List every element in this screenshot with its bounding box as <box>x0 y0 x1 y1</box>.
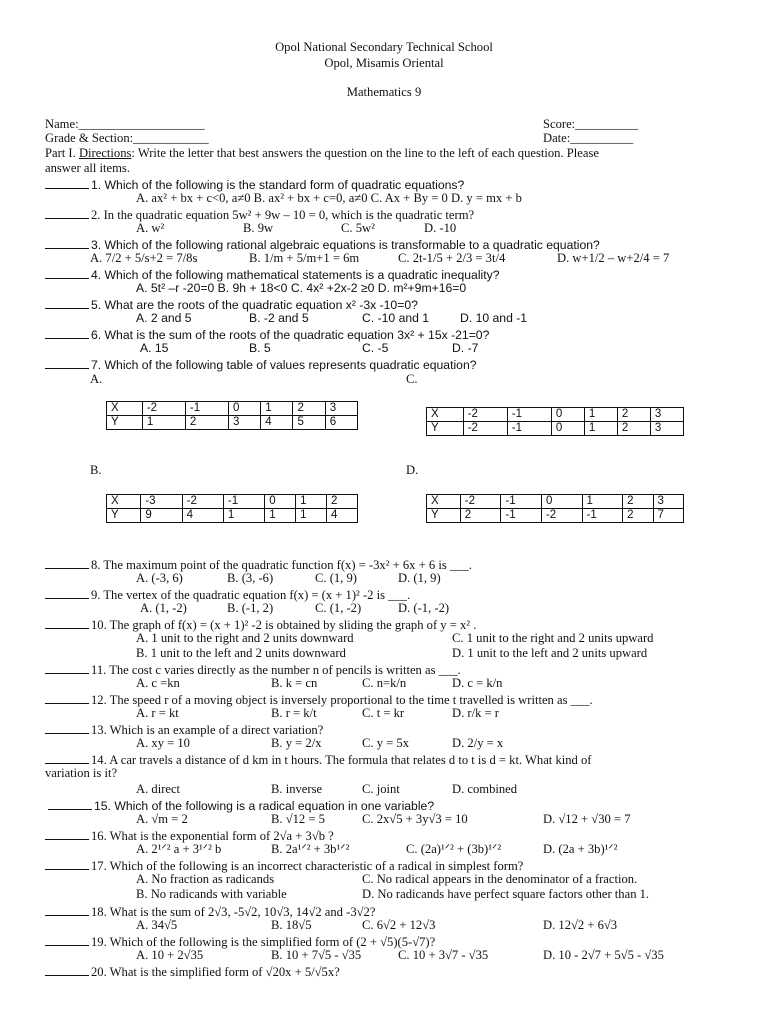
q12-option-c: C. t = kr <box>362 706 405 720</box>
q16-option-d: D. (2a + 3b)¹ᐟ² <box>543 842 618 856</box>
q8-option-b: B. (3, -6) <box>227 571 274 585</box>
table-cell: 1 <box>261 402 293 416</box>
date-field[interactable]: Date:__________ <box>543 131 634 145</box>
answer-blank-5[interactable] <box>45 296 89 309</box>
answer-blank-9[interactable] <box>45 586 89 599</box>
answer-blank-11[interactable] <box>45 661 89 674</box>
answer-blank-7[interactable] <box>45 356 89 369</box>
question-16: 16. What is the exponential form of 2√a + 3√b ? <box>45 827 334 844</box>
q2-option-d: D. -10 <box>424 221 457 235</box>
table-cell: 0 <box>265 495 296 509</box>
answer-blank-2[interactable] <box>45 206 89 219</box>
answer-blank-1[interactable] <box>45 176 89 189</box>
table-cell: 1 <box>296 495 327 509</box>
q3-option-d: D. w+1/2 – w+2/4 = 7 <box>557 251 670 265</box>
answer-blank-8[interactable] <box>45 556 89 569</box>
answer-blank-14[interactable] <box>45 751 89 764</box>
q7-label-b: B. <box>90 463 102 477</box>
table-cell: -1 <box>507 408 551 422</box>
table-cell: X <box>107 495 141 509</box>
q18-option-c: C. 6√2 + 12√3 <box>362 918 436 932</box>
grade-section-field[interactable]: Grade & Section:____________ <box>45 131 209 145</box>
answer-blank-17[interactable] <box>45 857 89 870</box>
q11-option-a: A. c =kn <box>136 676 180 690</box>
q13-option-d: D. 2/y = x <box>452 736 504 750</box>
table-cell: 3 <box>228 416 260 430</box>
table-cell: 7 <box>653 509 683 523</box>
q10-option-c: C. 1 unit to the right and 2 units upward <box>452 631 654 645</box>
q5-option-d: D. 10 and -1 <box>460 311 528 325</box>
part-label: Part I. <box>45 146 76 160</box>
q7-label-c: C. <box>406 372 418 386</box>
question-3: 3. Which of the following rational algebraic equations is transformable to a quadratic equation? <box>45 236 600 253</box>
table-cell: 1 <box>265 509 296 523</box>
table-cell: 2 <box>623 509 653 523</box>
score-field[interactable]: Score:__________ <box>543 117 639 131</box>
q18-option-d: D. 12√2 + 6√3 <box>543 918 618 932</box>
q9-option-c: C. (1, -2) <box>315 601 362 615</box>
question-12: 12. The speed r of a moving object is inversely proportional to the time t travelled is written as ___. <box>45 691 593 708</box>
table-cell: 1 <box>142 416 185 430</box>
question-14-cont: variation is it? <box>45 766 118 780</box>
table-cell: -2 <box>463 422 507 436</box>
table-cell: 2 <box>460 509 501 523</box>
q13-option-a: A. xy = 10 <box>136 736 190 750</box>
table-cell: 9 <box>141 509 182 523</box>
question-7: 7. Which of the following table of values represents quadratic equation? <box>45 356 477 373</box>
q3-option-a: A. 7/2 + 5/s+2 = 7/8s <box>90 251 198 265</box>
question-1: 1. Which of the following is the standard form of quadratic equations? <box>45 176 464 193</box>
table-cell: -1 <box>507 422 551 436</box>
answer-blank-18[interactable] <box>45 903 89 916</box>
q6-option-a: A. 15 <box>140 341 169 355</box>
q5-option-c: C. -10 and 1 <box>362 311 430 325</box>
question-2: 2. In the quadratic equation 5w² + 9w – 10 = 0, which is the quadratic term? <box>45 206 474 223</box>
q12-option-d: D. r/k = r <box>452 706 499 720</box>
table-cell: 2 <box>327 495 358 509</box>
question-18: 18. What is the sum of 2√3, -5√2, 10√3, 14√2 and -3√2? <box>45 903 375 920</box>
question-9: 9. The vertex of the quadratic equation f(x) = (x + 1)² -2 is ___. <box>45 586 410 603</box>
answer-blank-20[interactable] <box>45 963 89 976</box>
question-17: 17. Which of the following is an incorrect characteristic of a radical in simplest form? <box>45 857 523 874</box>
q10-option-d: D. 1 unit to the left and 2 units upward <box>452 646 648 660</box>
q2-option-c: C. 5w² <box>341 221 375 235</box>
table-cell: -2 <box>541 509 582 523</box>
answer-blank-15[interactable] <box>48 797 92 810</box>
table-cell: -2 <box>142 402 185 416</box>
q14-option-b: B. inverse <box>271 782 323 796</box>
table-cell: 1 <box>582 495 623 509</box>
table-cell: 0 <box>541 495 582 509</box>
table-cell: 3 <box>325 402 357 416</box>
school-address: Opol, Misamis Oriental <box>324 56 444 70</box>
table-c-row <box>427 408 684 422</box>
q8-option-c: C. (1, 9) <box>315 571 357 585</box>
q4-options: A. 5t² –r -20=0 B. 9h + 18<0 C. 4x² +2x-2 ≥0 D. m²+9m+16=0 <box>136 281 467 295</box>
q16-option-c: C. (2a)¹ᐟ² + (3b)¹ᐟ² <box>406 842 502 856</box>
q7-label-d: D. <box>406 463 419 477</box>
table-cell: 3 <box>650 422 683 436</box>
table-cell: 2 <box>185 416 228 430</box>
answer-blank-6[interactable] <box>45 326 89 339</box>
q2-option-b: B. 9w <box>243 221 274 235</box>
question-5: 5. What are the roots of the quadratic equation x² -3x -10=0? <box>45 296 418 313</box>
table-cell: 2 <box>623 495 653 509</box>
table-cell: 0 <box>551 408 584 422</box>
table-cell: 1 <box>584 422 617 436</box>
table-cell: Y <box>427 422 464 436</box>
q9-option-b: B. (-1, 2) <box>227 601 274 615</box>
q6-option-b: B. 5 <box>249 341 271 355</box>
q17-option-d: D. No radicands have perfect square factors other than 1. <box>362 887 650 901</box>
table-cell: 3 <box>653 495 683 509</box>
q5-option-b: B. -2 and 5 <box>249 311 309 325</box>
question-6: 6. What is the sum of the roots of the quadratic equation 3x² + 15x -21=0? <box>45 326 489 343</box>
question-8: 8. The maximum point of the quadratic function f(x) = -3x² + 6x + 6 is ___. <box>45 556 472 573</box>
q14-option-d: D. combined <box>452 782 518 796</box>
table-of-values-b <box>106 494 358 523</box>
answer-blank-16[interactable] <box>45 827 89 840</box>
table-a-row <box>107 402 358 416</box>
table-cell: 0 <box>228 402 260 416</box>
q11-option-d: D. c = k/n <box>452 676 503 690</box>
q14-option-c: C. joint <box>362 782 400 796</box>
q18-option-a: A. 34√5 <box>136 918 178 932</box>
q7-label-a: A. <box>90 372 103 386</box>
q19-option-b: B. 10 + 7√5 - √35 <box>271 948 362 962</box>
table-cell: 1 <box>296 509 327 523</box>
q8-option-d: D. (1, 9) <box>398 571 441 585</box>
directions <box>45 146 599 161</box>
q6-option-c: C. -5 <box>362 341 389 355</box>
q5-option-a: A. 2 and 5 <box>136 311 192 325</box>
q3-option-b: B. 1/m + 5/m+1 = 6m <box>249 251 360 265</box>
q3-option-c: C. 2t-1/5 + 2/3 = 3t/4 <box>398 251 506 265</box>
table-cell: Y <box>107 416 143 430</box>
table-b-row <box>107 509 358 523</box>
q19-option-c: C. 10 + 3√7 - √35 <box>398 948 489 962</box>
question-11: 11. The cost c varies directly as the number n of pencils is written as ___. <box>45 661 461 678</box>
q11-option-b: B. k = cn <box>271 676 318 690</box>
q9-option-a: A. (1, -2) <box>140 601 187 615</box>
q6-option-d: D. -7 <box>452 341 479 355</box>
table-cell: -1 <box>582 509 623 523</box>
table-a-row <box>107 416 358 430</box>
q12-option-a: A. r = kt <box>136 706 179 720</box>
table-d-row <box>427 495 684 509</box>
q17-option-a: A. No fraction as radicands <box>136 872 275 886</box>
question-15: 15. Which of the following is a radical equation in one variable? <box>48 797 434 814</box>
table-cell: 4 <box>327 509 358 523</box>
question-4: 4. Which of the following mathematical statements is a quadratic inequality? <box>45 266 500 283</box>
q2-option-a: A. w² <box>136 221 165 235</box>
table-cell: -3 <box>141 495 182 509</box>
answer-blank-3[interactable] <box>45 236 89 249</box>
q10-option-b: B. 1 unit to the left and 2 units downward <box>136 646 346 660</box>
table-cell: Y <box>107 509 141 523</box>
directions-text-cont: answer all items. <box>45 161 130 175</box>
subject-title: Mathematics 9 <box>346 85 422 99</box>
table-cell: 0 <box>551 422 584 436</box>
q13-option-c: C. y = 5x <box>362 736 409 750</box>
table-cell: 4 <box>182 509 223 523</box>
q19-option-d: D. 10 - 2√7 + 5√5 - √35 <box>543 948 664 962</box>
table-cell: 4 <box>261 416 293 430</box>
table-of-values-a <box>106 401 358 430</box>
answer-blank-19[interactable] <box>45 933 89 946</box>
q14-option-a: A. direct <box>136 782 181 796</box>
answer-blank-4[interactable] <box>45 266 89 279</box>
table-of-values-c <box>426 407 684 436</box>
q15-option-a: A. √m = 2 <box>136 812 188 826</box>
q10-option-a: A. 1 unit to the right and 2 units downward <box>136 631 354 645</box>
question-10: 10. The graph of f(x) = (x + 1)² -2 is obtained by sliding the graph of y = x² . <box>45 616 476 633</box>
table-cell: 2 <box>617 408 650 422</box>
q18-option-b: B. 18√5 <box>271 918 312 932</box>
table-b-row <box>107 495 358 509</box>
table-cell: 1 <box>584 408 617 422</box>
q1-options: A. ax² + bx + c<0, a≠0 B. ax² + bx + c=0, a≠0 C. Ax + By = 0 D. y = mx + b <box>136 191 522 205</box>
q17-option-c: C. No radical appears in the denominator of a fraction. <box>362 872 638 886</box>
table-cell: Y <box>427 509 461 523</box>
q12-option-b: B. r = k/t <box>271 706 317 720</box>
table-d-row <box>427 509 684 523</box>
question-20: 20. What is the simplified form of √20x + 5/√5x? <box>45 963 340 980</box>
answer-blank-10[interactable] <box>45 616 89 629</box>
q17-option-b: B. No radicands with variable <box>136 887 287 901</box>
question-19: 19. Which of the following is the simplified form of (2 + √5)(5-√7)? <box>45 933 435 950</box>
table-cell: -1 <box>185 402 228 416</box>
table-cell: -1 <box>501 495 542 509</box>
q15-option-c: C. 2x√5 + 3y√3 = 10 <box>362 812 468 826</box>
table-of-values-d <box>426 494 684 523</box>
q13-option-b: B. y = 2/x <box>271 736 322 750</box>
table-c-row <box>427 422 684 436</box>
q19-option-a: A. 10 + 2√35 <box>136 948 204 962</box>
table-cell: 2 <box>617 422 650 436</box>
answer-blank-12[interactable] <box>45 691 89 704</box>
table-cell: X <box>427 408 464 422</box>
table-cell: X <box>427 495 461 509</box>
q15-option-d: D. √12 + √30 = 7 <box>543 812 631 826</box>
directions-text: : Write the letter that best answers the question on the line to the left of each question. Please <box>131 146 599 160</box>
table-cell: 1 <box>223 509 264 523</box>
q16-option-b: B. 2a¹ᐟ² + 3b¹ᐟ² <box>271 842 350 856</box>
q11-option-c: C. n=k/n <box>362 676 407 690</box>
table-cell: 5 <box>293 416 325 430</box>
question-14: 14. A car travels a distance of d km in t hours. The formula that relates d to t is d = kt. What kind of <box>45 751 591 768</box>
q9-option-d: D. (-1, -2) <box>398 601 450 615</box>
table-cell: -2 <box>460 495 501 509</box>
name-field[interactable]: Name:____________________ <box>45 117 205 131</box>
table-cell: 6 <box>325 416 357 430</box>
table-cell: -1 <box>501 509 542 523</box>
table-cell: -1 <box>223 495 264 509</box>
q15-option-b: B. √12 = 5 <box>271 812 325 826</box>
school-name: Opol National Secondary Technical School <box>275 40 493 54</box>
answer-blank-13[interactable] <box>45 721 89 734</box>
directions-label: Directions <box>78 146 132 160</box>
table-cell: 3 <box>650 408 683 422</box>
table-cell: X <box>107 402 143 416</box>
q16-option-a: A. 2¹ᐟ² a + 3¹ᐟ² b <box>136 842 222 856</box>
table-cell: -2 <box>182 495 223 509</box>
table-cell: 2 <box>293 402 325 416</box>
question-13: 13. Which is an example of a direct variation? <box>45 721 323 738</box>
table-cell: -2 <box>463 408 507 422</box>
q8-option-a: A. (-3, 6) <box>136 571 183 585</box>
